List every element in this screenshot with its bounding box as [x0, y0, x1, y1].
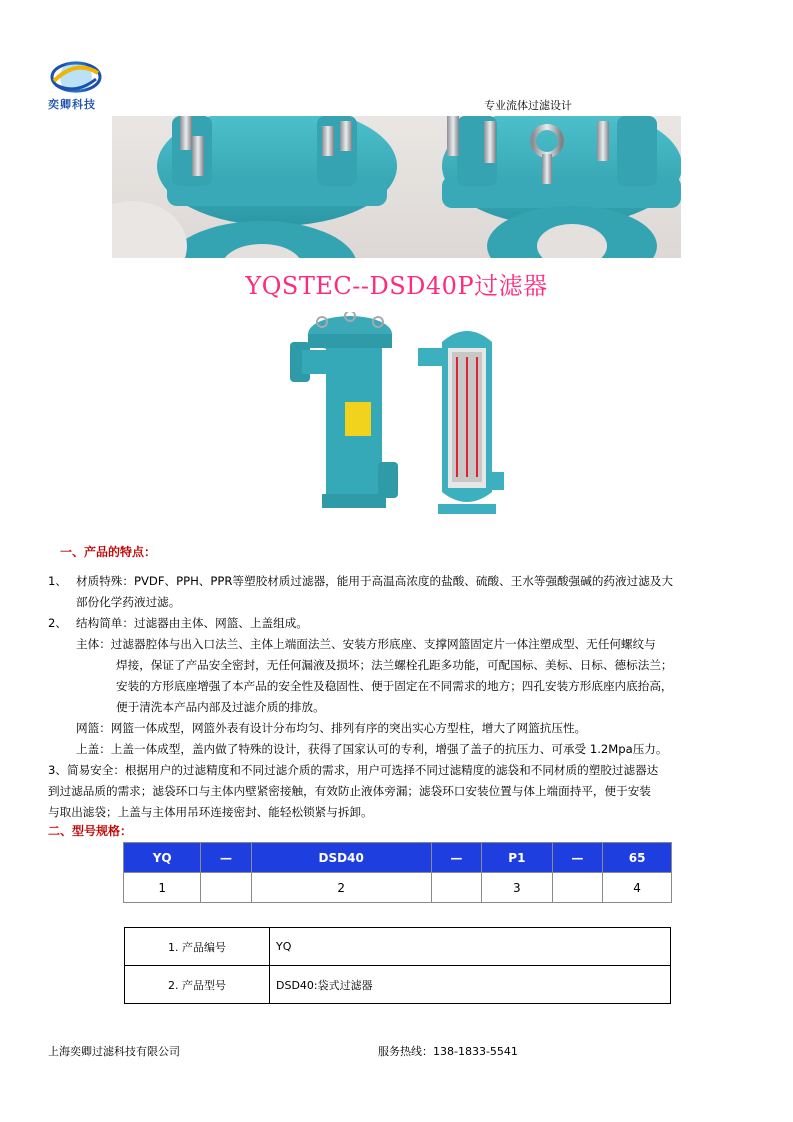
spec-header-row [124, 843, 672, 873]
item1-line2: 部份化学药液过滤。 [76, 595, 181, 609]
product-illustration [282, 312, 512, 524]
item1-line1: 材质特殊：PVDF、PPH、PPR等塑胶材质过滤器，能用于高温高浓度的盐酸、硫酸、王水等强酸强碱的药液过滤及大 [76, 574, 673, 588]
spec-cell: DSD40 [251, 843, 431, 873]
spec-cell: 3 [482, 873, 553, 903]
body-line3: 安装的方形底座增强了本产品的安全性及稳固性、便于固定在不同需求的地方；四孔安装方形底座内底抬高， [116, 679, 673, 693]
spec-number-row [124, 873, 672, 903]
spec-cell: YQ [124, 843, 201, 873]
item3-line3: 与取出滤袋；上盖与主体用吊环连接密封、能轻松锁紧与拆卸。 [48, 805, 373, 819]
hotline-number: 138-1833-5541 [433, 1045, 518, 1058]
logo-text: 奕卿科技 [48, 98, 96, 111]
footer-company: 上海奕卿过滤科技有限公司 [48, 1045, 180, 1058]
body-line1: 主体：过滤器腔体与出入口法兰、主体上端面法兰、安装方形底座、支撑网篮固定片一体注塑成型、无任何螺纹与 [76, 637, 656, 651]
section2-heading: 二、型号规格： [48, 824, 133, 838]
table-row [125, 928, 671, 966]
header-tagline: 专业流体过滤设计 [484, 99, 572, 112]
product-info-table [124, 927, 671, 1004]
footer-hotline [378, 1043, 518, 1059]
spec-cell: 1 [124, 873, 201, 903]
spec-cell: — [552, 843, 603, 873]
table-row [125, 966, 671, 1004]
body-line4: 便于清洗本产品内部及过滤介质的排放。 [116, 700, 325, 714]
banner-photo [112, 116, 681, 258]
info-key: 2. 产品型号 [125, 966, 270, 1004]
spec-cell: — [201, 843, 252, 873]
basket-line: 网篮：网篮一体成型，网篮外表有设计分布均匀、排列有序的突出实心方型柱，增大了网篮抗压性。 [76, 721, 587, 735]
hotline-label: 服务热线： [378, 1045, 433, 1058]
spec-cell [552, 873, 603, 903]
spec-cell: 65 [603, 843, 672, 873]
item1-number: 1、 [48, 574, 67, 588]
spec-cell: P1 [482, 843, 553, 873]
section1-heading: 一、产品的特点： [60, 545, 157, 559]
item3-line2: 到过滤品质的需求；滤袋环口与主体内壁紧密接触，有效防止液体旁漏；滤袋环口安装位置与体上端面持平，便于安装 [48, 784, 651, 798]
info-value: YQ [270, 928, 671, 966]
spec-cell [201, 873, 252, 903]
spec-cell: 2 [251, 873, 431, 903]
model-spec-table [123, 842, 672, 903]
product-title: YQSTEC--DSD40P过滤器 [245, 272, 548, 300]
item2-number: 2、 [48, 616, 67, 630]
info-key: 1. 产品编号 [125, 928, 270, 966]
spec-cell: 4 [603, 873, 672, 903]
info-value: DSD40:袋式过滤器 [270, 966, 671, 1004]
item2-text: 结构简单：过滤器由主体、网篮、上盖组成。 [76, 616, 308, 630]
item3-line1: 3、简易安全：根据用户的过滤精度和不同过滤介质的需求，用户可选择不同过滤精度的滤袋和不同材质的塑胶过滤器达 [48, 763, 659, 777]
body-line2: 焊接，保证了产品安全密封，无任何漏液及损坏；法兰螺栓孔距多功能，可配国标、美标、日标、德标法兰； [116, 658, 673, 672]
spec-cell: — [431, 843, 482, 873]
spec-cell [431, 873, 482, 903]
cover-line: 上盖：上盖一体成型，盖内做了特殊的设计，获得了国家认可的专利，增强了盖子的抗压力、可承受 1.2Mpa压力。 [76, 742, 668, 756]
